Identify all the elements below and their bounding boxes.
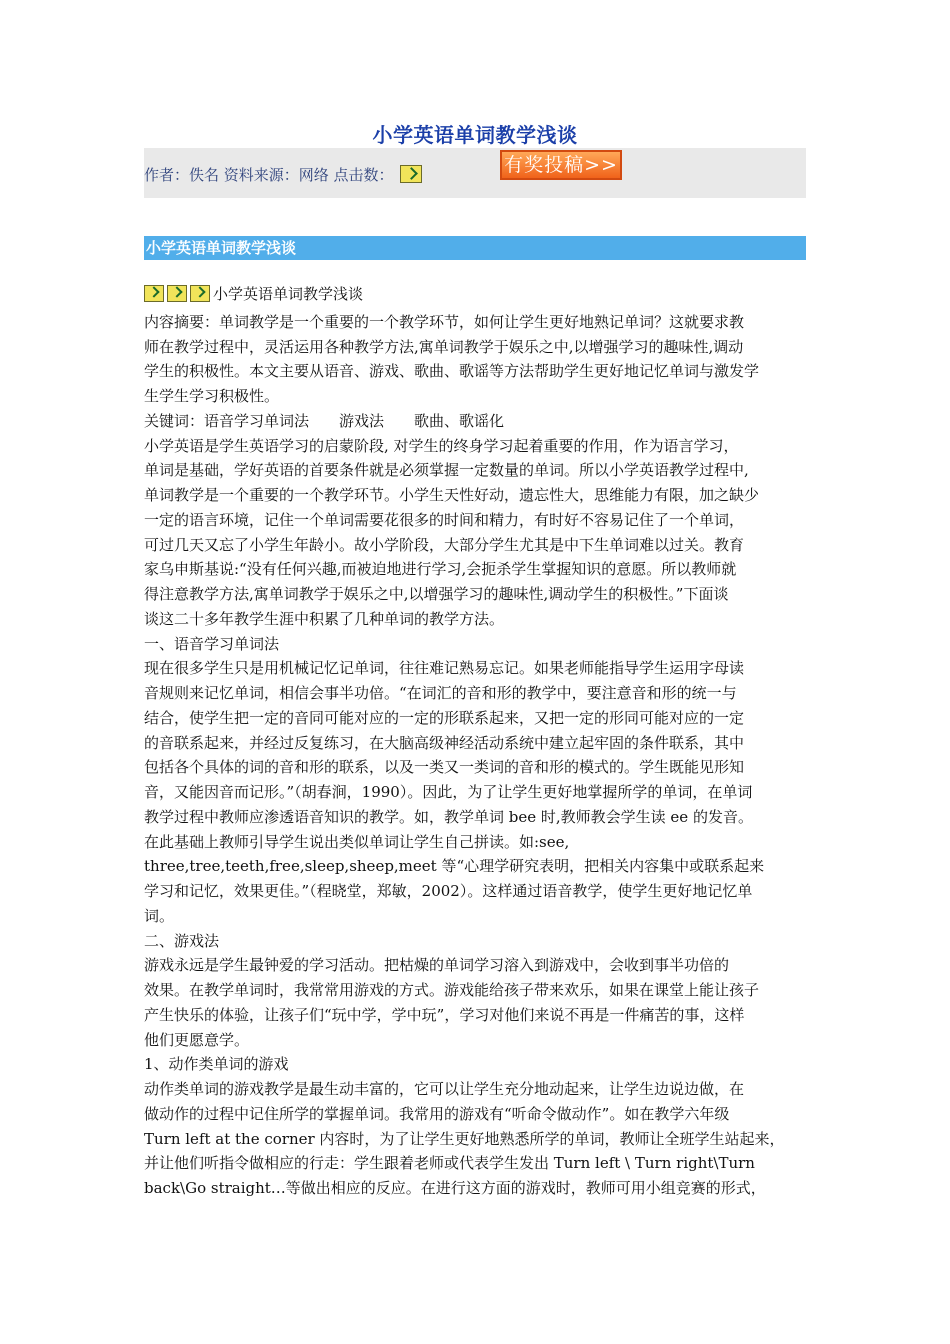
article-body	[144, 282, 812, 1201]
article-title: 小学英语单词教学浅谈	[372, 123, 578, 147]
article-line: 谈这二十多年教学生涯中积累了几种单词的教学方法。	[144, 609, 505, 628]
article-line: 音，又能因音而记形。”（胡春涧，1990）。因此，为了让学生更好地掌握所学的单词，在单词	[144, 783, 753, 801]
article-line: 并让他们听指令做相应的行走：学生跟着老师或代表学生发出 Turn left \ Turn right\Turn	[144, 1154, 755, 1173]
section-header: 小学英语单词教学浅谈	[144, 236, 806, 260]
article-line: 动作类单词的游戏教学是最生动丰富的，它可以让学生充分地动起来，让学生边说边做，在	[144, 1080, 745, 1098]
article-line: 生学生学习积极性。	[144, 387, 280, 405]
article-line: 游戏永远是学生最钟爱的学习活动。把枯燥的单词学习溶入到游戏中，会收到事半功倍的	[144, 956, 730, 975]
article-line: 现在很多学生只是用机械记忆记单词，往往难记熟易忘记。如果老师能指导学生运用字母读	[144, 659, 745, 678]
meta-bar	[144, 148, 806, 198]
article-line: 单词是基础，学好英语的首要条件就是必须掌握一定数量的单词。所以小学英语教学过程中,	[144, 461, 749, 480]
badge-icons	[144, 285, 213, 310]
article-line: 的音联系起来，并经过反复练习，在大脑高级神经活动系统中建立起牢固的条件联系，其中	[144, 733, 745, 752]
article-line: 1、动作类单词的游戏	[144, 1055, 289, 1074]
article-heading-line	[144, 282, 812, 310]
article-line: 他们更愿意学。	[144, 1030, 250, 1049]
article-line: 内容摘要：单词教学是一个重要的一个教学环节，如何让学生更好地熟记单词？这就要求教	[144, 312, 745, 331]
meta-text: 作者：佚名 资料来源：网络 点击数：	[144, 166, 394, 184]
article-line: 师在教学过程中，灵活运用各种教学方法,寓单词教学于娱乐之中,以增强学习的趣味性,调动	[144, 337, 744, 356]
article-line: 二、游戏法	[144, 931, 220, 950]
article-line: 关键词：语音学习单词法 游戏法 歌曲、歌谣化	[144, 411, 505, 430]
article-line: 词。	[144, 906, 175, 925]
article-line: 学生的积极性。本文主要从语音、游戏、歌曲、歌谣等方法帮助学生更好地记忆单词与激发学	[144, 362, 760, 381]
meta-info	[144, 164, 422, 185]
article-line: 效果。在教学单词时，我常常用游戏的方式。游戏能给孩子带来欢乐，如果在课堂上能让孩子	[144, 981, 760, 999]
article-line: 小学英语是学生英语学习的启蒙阶段, 对学生的终身学习起着重要的作用，作为语言学习，	[144, 436, 739, 455]
article-line: 产生快乐的体验，让孩子们“玩中学，学中玩”，学习对他们来说不再是一件痛苦的事，这样	[144, 1005, 745, 1024]
article-heading: 小学英语单词教学浅谈	[213, 285, 364, 303]
article-line: 音规则来记忆单词，相信会事半功倍。“在词汇的音和形的教学中，要注意音和形的统一与	[144, 684, 737, 702]
article-line: 家乌申斯基说:“没有任何兴趣,而被迫地进行学习,会扼杀学生掌握知识的意愿。所以教师就	[144, 560, 737, 579]
article-line: Turn left at the corner 内容时，为了让学生更好地熟悉所学的单词，教师让全班学生站起来，	[144, 1129, 785, 1148]
badge-icon	[144, 285, 164, 302]
badge-icon	[190, 285, 210, 302]
article-line: 单词教学是一个重要的一个教学环节。小学生天性好动，遗忘性大，思维能力有限，加之缺少	[144, 486, 760, 504]
article-line: three,tree,teeth,free,sleep,sheep,meet 等“心理学研究表明，把相关内容集中或联系起来	[144, 857, 765, 876]
article-line: 结合，使学生把一定的音同可能对应的一定的形联系起来，又把一定的形同可能对应的一定	[144, 708, 745, 727]
article-lines	[144, 310, 812, 1201]
article-line: 一定的语言环境，记住一个单词需要花很多的时间和精力，有时好不容易记住了一个单词，	[144, 510, 745, 529]
article-line: 在此基础上教师引导学生说出类似单词让学生自己拼读。如:see,	[144, 832, 570, 851]
article-line: back\Go straight…等做出相应的反应。在进行这方面的游戏时，教师可用小组竞赛的形式，	[144, 1179, 766, 1197]
article-line: 教学过程中教师应渗透语音知识的教学。如，教学单词 bee 时,教师教会学生读 ee 的发音。	[144, 807, 753, 826]
article-line: 一、语音学习单词法	[144, 634, 280, 653]
article-line: 可过几天又忘了小学生年龄小。故小学阶段，大部分学生尤其是中下生单词难以过关。教育	[144, 535, 745, 554]
click-count-icon	[400, 165, 422, 183]
award-submission-button[interactable]: 有奖投稿>>	[500, 150, 622, 180]
article-line: 包括各个具体的词的音和形的联系，以及一类又一类词的音和形的模式的。学生既能见形知	[144, 758, 745, 777]
badge-icon	[167, 285, 187, 302]
article-line: 学习和记忆，效果更佳。”（程晓堂，郑敏，2002）。这样通过语音教学，使学生更好地记忆单	[144, 882, 753, 900]
article-line: 做动作的过程中记住所学的掌握单词。我常用的游戏有“听命令做动作”。如在教学六年级	[144, 1104, 730, 1123]
article-line: 得注意教学方法,寓单词教学于娱乐之中,以增强学习的趣味性,调动学生的积极性。”下面谈	[144, 585, 729, 603]
